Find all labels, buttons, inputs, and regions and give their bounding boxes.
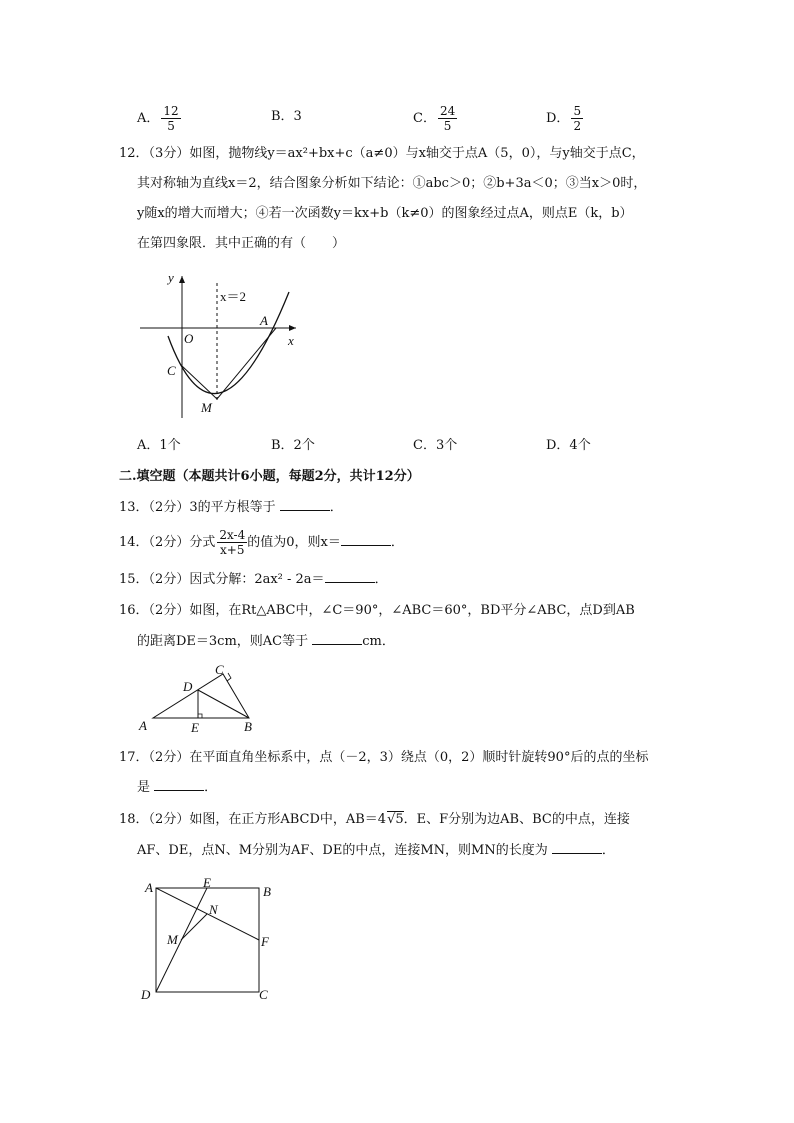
q12-option-b: B．2个 [271,438,315,453]
label-c: C [167,363,176,378]
segment-mn [181,914,207,940]
label-m: M [201,400,212,415]
label-n: N [209,902,218,917]
section-2-heading: 二.填空题（本题共计6小题，每题2分，共计12分） [119,469,420,484]
q12-line-3: y随x的增大而增大；④若一次函数y＝kx+b（k≠0）的图象经过点A，则点E（k，b） [137,206,633,221]
label-b: B [244,719,252,734]
label-a: A [145,880,153,895]
q12-line-1: 12．（3分）如图，抛物线y＝ax²+bx+c（a≠0）与x轴交于点A（5，0），与y轴交于点C， [119,146,645,161]
fraction: $\frac{24}{5}$ [439,104,456,133]
q17-line-1: 17．（2分）在平面直角坐标系中，点（－2，3）绕点（0，2）顺时针旋转90°后的点的坐标 [119,750,649,765]
label-c: C [259,987,268,1002]
q11-option-a: A． $\frac{12}{5}$ [137,104,179,133]
label-e: E [203,875,211,890]
q11-option-d: D． $\frac{5}{2}$ [546,104,582,133]
fraction: $\frac{5}{2}$ [573,104,582,133]
label-b: B [263,884,271,899]
q16-line-1: 16．（2分）如图，在Rt△ABC中，∠C＝90°，∠ABC＝60°，BD平分∠ABC，点D到AB [119,603,635,618]
label-c: C [215,662,224,677]
label-o: O [184,331,194,346]
label-f: F [261,934,269,949]
label-e: E [191,720,199,735]
q18-line-2: AF、DE，点N、M分别为AF、DE的中点，连接MN，则MN的长度为 ． [137,843,615,858]
q12-option-a: A．1个 [137,438,181,453]
label-a: A [139,718,147,733]
q14: 14．（2分）分式 $\frac{2x-4}{x+5}$ 的值为0，则x＝ ． [119,528,404,557]
label-m: M [167,932,178,947]
fraction: $\frac{12}{5}$ [163,104,179,133]
fraction: $\frac{2x-4}{x+5}$ [219,528,246,557]
sqrt-radicand: √5 [387,812,404,827]
q12-line-4: 在第四象限．其中正确的有（ ） [137,236,346,251]
q11-option-c: C． $\frac{24}{5}$ [413,104,456,133]
q15: 15．（2分）因式分解：2ax² - 2a＝ ． [119,572,388,587]
label-d: D [183,679,193,694]
q18-line-1: 18．（2分）如图，在正方形ABCD中，AB＝4√5．E、F分别为边AB、BC的中点，连接 [119,812,630,827]
q17-line-2: 是 ． [137,780,218,795]
q12-option-d: D．4个 [546,438,591,453]
label-a: A [260,313,268,328]
q12-option-c: C．3个 [413,438,458,453]
label-x: x [288,333,294,348]
label-d: D [141,987,151,1002]
label-symmetry: x＝2 [220,289,247,304]
q11-option-b: B．3 [271,109,302,124]
q16-line-2: 的距离DE＝3cm，则AC等于 cm． [137,634,395,649]
q13: 13．（2分）3的平方根等于 ． [119,500,343,515]
label-y: y [168,270,174,285]
q12-line-2: 其对称轴为直线x＝2，结合图象分析如下结论：①abc＞0；②b+3a＜0；③当x＞0时， [137,176,647,191]
